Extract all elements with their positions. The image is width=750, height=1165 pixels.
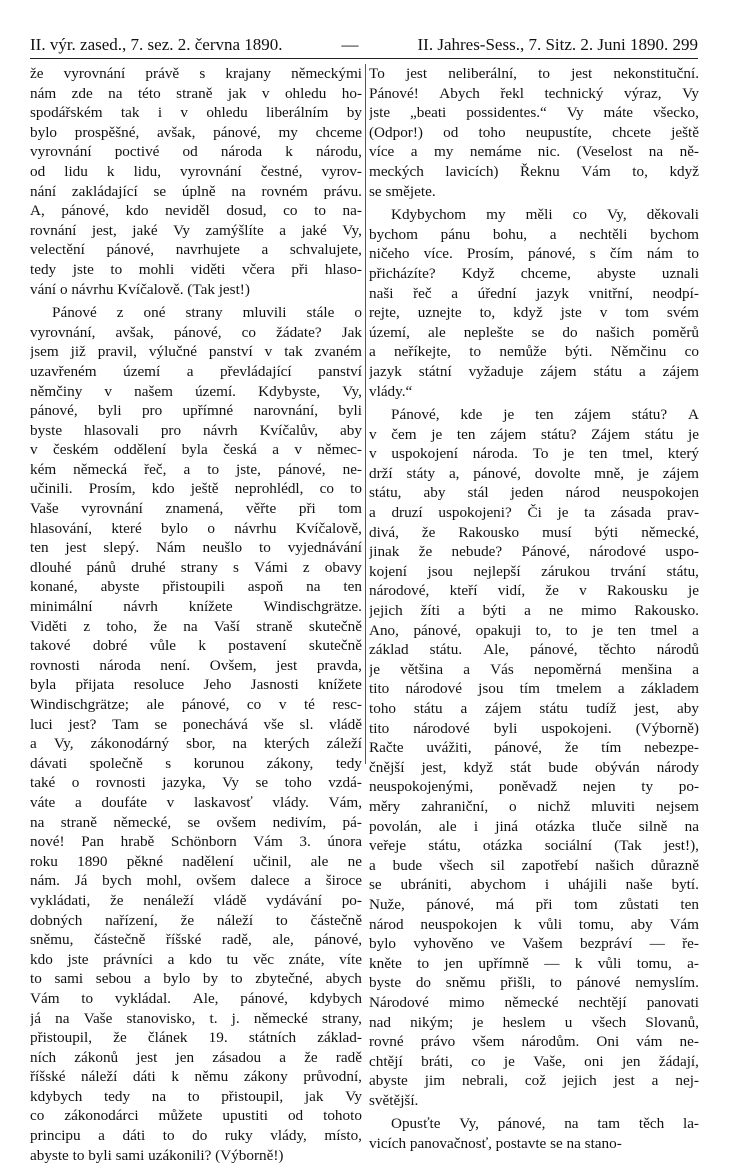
text-line: (Odpor!) od toho neupustíte, chcete ještě [369, 123, 699, 141]
text-line: principu a dáti to do ruky vlády, místo, [30, 1127, 362, 1145]
text-line: neuspokojenými, poněvadž nejen ty po- [369, 778, 699, 796]
text-line: Račte uvážiti, pánové, že tím nebezpe- [369, 739, 699, 757]
text-line: říšské náleží dáti k němu zákony průvodní, [30, 1068, 362, 1086]
text-line: jazyk státní vyžaduje zájem státu a zájem [369, 362, 699, 380]
text-line: divá, že Rakousko musí býti německé, [369, 523, 699, 541]
text-line: abyste to byli sami uzákonili? (Výborně!) [30, 1146, 284, 1164]
text-line: v čem je ten zájem státu? Zájem státu je [369, 425, 699, 443]
text-line: toho státu a zájem státu tudíž jest, aby [369, 700, 699, 717]
text-line: bychom pánu bohu, a nechtěli bychom [369, 225, 699, 243]
text-line: Kdybychom my měli co Vy, děkovali [391, 206, 699, 224]
text-line: světější. [369, 1091, 419, 1109]
text-line: ten jest slepý. Nám neušlo to vyjednávání [30, 539, 362, 557]
text-line: sněmu, částečně říšské radě, ale, pánové, [30, 931, 362, 949]
text-line: Pánové z oné strany mluvili stále o [52, 304, 362, 322]
text-line: nové! Pan hrabě Schönborn Vám 3. února [30, 833, 362, 851]
text-line: hlasování, které bylo o návrhu Kvíčalově, [30, 519, 362, 537]
text-line: takové dobré vůle k postavení skutečně [30, 637, 362, 655]
text-line: také o rovnosti jazyka, Vy se toho vzdá- [30, 774, 362, 792]
text-line: já na Vaše stanovisko, t. j. německé strany, [30, 1009, 362, 1027]
header-czech: II. výr. zased., 7. sez. 2. června 1890. [30, 35, 283, 54]
text-line: rovnání jest, jaké Vy zamýšlíte a jaké Vy, [30, 221, 362, 239]
text-line: přicházíte? Když chceme, abyste uznali [369, 264, 699, 282]
text-line: přistoupil, že článek 19. státních základ- [30, 1029, 362, 1047]
text-line: Opusťte Vy, pánové, na tam těch la- [391, 1115, 699, 1133]
text-line: chtějí bráti, co je Vaše, oni jen žádají, [369, 1052, 699, 1070]
text-line: velectění pánové, navrhujete a schvalujete, [30, 241, 362, 259]
text-line: Ano, pánové, opakuji to, to je ten tmel a [369, 621, 699, 639]
text-line: a druzí uspokojeni? Či je ta zásada prav- [369, 504, 699, 522]
header-german: II. Jahres-Sess., 7. Sitz. 2. Juni 1890. 299 [417, 35, 698, 54]
text-line: byste do sněmu přišli, to pánové nemyslím. [369, 974, 699, 992]
text-line: na straně německé, se ovšem nedivím, pá- [30, 813, 362, 831]
text-line: povolán, ale i jiná otázka tluče silně na [369, 817, 699, 835]
text-line: rovnosti národa není. Ovšem, jest pravda, [30, 656, 362, 674]
text-line: bylo vyhověno ve Vašem bezpráví — ře- [369, 935, 699, 953]
text-line: ničeho více. Prosím, pánové, s čím nám to [369, 245, 699, 263]
text-line: kněte to jen upřímně — k vůli tomu, a- [369, 954, 699, 972]
text-line: měry zahraniční, o nichž mluviti nejsem [369, 797, 699, 815]
text-line: abyste jim nebrali, což jejich jest a nej- [369, 1072, 699, 1090]
text-line: dobných nařízení, že náleží to částečně [30, 911, 362, 929]
column-divider [365, 64, 366, 764]
text-line: jsem již pravil, výlučné panství v tak zvaném [30, 343, 362, 361]
text-line: a Vy, zákonodárný sbor, na kterých záleží [30, 735, 362, 753]
text-line: národové, kteří vidí, že v Rakousku je [369, 582, 699, 600]
text-line: národ neuspokojen k vůli tomu, aby Vám [369, 915, 699, 933]
text-line: více a my nemáme nic. (Veselost na ně- [369, 143, 699, 161]
text-line: vicích panovačnosť, postavte se na stano- [369, 1135, 622, 1153]
text-line: nání zakládající se úplně na rovném právu. [30, 182, 362, 200]
text-line: luci jest? Tam se ponechává vše sl. vládě [30, 715, 362, 733]
text-line: Windischgrätze; ale pánové, co v té resc- [30, 696, 362, 713]
text-line: Nuže, pánové, má při tom zůstati ten [369, 895, 699, 913]
text-line: co zákonodárci můžete upustiti od tohoto [30, 1107, 362, 1125]
text-line: a bude všech sil zapotřebí našich důrazně [369, 856, 699, 874]
text-line: dávati společně s korunou zákony, tedy [30, 754, 362, 772]
text-line: to sami sebou a bylo by to zbytečné, abych [30, 970, 362, 988]
text-line: Národové mimo německé nechtějí panovati [369, 993, 699, 1011]
text-line: území, ale neplešte se do našich poměrů [369, 323, 699, 341]
text-line: kém německá řeč, a to jste, pánové, ne- [30, 460, 362, 478]
left-column [30, 64, 362, 1165]
text-line: naši řeč a úřední jazyk vnitřní, neodpí- [369, 284, 699, 302]
text-line: Viděti z toho, že na Vaší straně skutečně [30, 617, 362, 635]
text-line: bylo prospěšné, avšak, pánové, my chceme [30, 123, 362, 141]
text-line: vlády.“ [369, 382, 413, 400]
text-line: minimální návrh knížete Windischgrätze. [30, 598, 362, 616]
text-line: vání o návrhu Kvíčalově. (Tak jest!) [30, 280, 250, 298]
text-line: rovné právo všem národům. Oni vám ne- [369, 1033, 699, 1051]
text-line: nad nikým; je heslem u všech Slovanů, [369, 1013, 699, 1031]
text-line: nám zde na této straně jak v ohledu ho- [30, 84, 362, 102]
text-line: němčiny v našem území. Kdybyste, Vy, [30, 382, 362, 400]
text-line: nám. Já bych mohl, ovšem dalece a široce [30, 872, 362, 890]
text-line: vykládati, že nenáleží vládě vydávání po- [30, 891, 362, 909]
text-line: Vaše vyrovnání znamená, věřte při tom [30, 500, 362, 518]
header-dash: — [341, 35, 359, 54]
text-line: Vám to vykládal. Ale, pánové, kdybych [30, 989, 362, 1007]
text-line: byla přijata resoluce Jeho Jasnosti knížete [30, 676, 362, 694]
text-line: váte a doufáte v laskavosť vlády. Vám, [30, 793, 362, 811]
text-line: byste hlasovali pro návrh Kvíčalův, aby [30, 421, 362, 439]
text-line: tito národové jsou tím tmelem a základem [369, 680, 699, 698]
text-line: jejich žíti a býti a ne mimo Rakousko. [369, 602, 699, 620]
text-line: se ubrániti, abychom i uhájili naše bytí. [369, 876, 699, 894]
text-line: od lidu k lidu, vyrovnání čestné, vyrov- [30, 162, 362, 180]
text-line: vyrovnání, avšak, pánové, co žádate? Jak [30, 323, 362, 341]
text-line: rejte, uznejte to, když jste v tom svém [369, 304, 699, 322]
text-line: jinak že nebude? Pánové, národové uspo- [369, 543, 699, 561]
text-line: v českém oddělení byla česká a v němec- [30, 441, 362, 459]
text-line: To jest neliberální, to jest nekonstituční. [369, 65, 699, 82]
text-line: čnější jest, když stát bude obýván národy [369, 758, 699, 776]
text-line: Pánové! Abych řekl technický výraz, Vy [369, 84, 699, 102]
text-line: v uspokojení národa. To je ten tmel, který [369, 445, 699, 463]
text-line: kdybych tedy na to přistoupil, jak Vy [30, 1087, 362, 1105]
text-line: uzavřeném území a převládající panství [30, 362, 362, 380]
text-line: tito národové byli uspokojeni. (Výborně) [369, 719, 699, 737]
text-line: je většina a Vás nepoměrná menšina a [369, 660, 699, 678]
text-line: státu, aby stál jeden národ neuspokojen [369, 484, 699, 502]
text-line: spodářském tak i v ohledu liberálním by [30, 104, 362, 122]
text-line: drží státy a, pánové, dovolte mně, je zájem [369, 464, 699, 482]
text-line: jste „beati possidentes.“ Vy máte všecko, [369, 104, 699, 122]
text-line: se smějete. [369, 182, 436, 200]
text-line: meckých lavicích) Řeknu Vám to, když [369, 162, 699, 180]
right-column [369, 64, 699, 1154]
text-line: roku 1890 pěkné nadělení učinil, ale ne [30, 852, 362, 870]
text-line: A, pánové, kdo neviděl dosud, co to na- [30, 202, 362, 220]
page-header [30, 28, 698, 56]
text-line: a neříkejte, to nemůže býti. Němčinu co [369, 343, 699, 361]
text-line: že vyrovnání právě s krajany německými [30, 65, 362, 82]
text-line: učinili. Prosím, kdo ještě neprohlédl, co to [30, 480, 362, 498]
text-line: tedy jste to mohli viděti včera při hlaso- [30, 260, 362, 278]
text-line: pánové, byli pro upřímné narovnání, byli [30, 402, 362, 420]
header-rule [30, 58, 698, 59]
text-line: vyrovnání poctivé od národa k národu, [30, 143, 362, 161]
text-line: Pánové, kde je ten zájem státu? A [391, 406, 699, 424]
text-line: dlouhé pánů druhé strany s Vámi z obavy [30, 558, 362, 576]
text-line: veřeje státu, otázka sociální (Tak jest!), [369, 837, 699, 855]
text-line: ních zákonů jest jen zásadou a že radě [30, 1048, 362, 1066]
text-line: kdo jste právníci a kdo tu věc znáte, víte [30, 950, 362, 968]
text-line: kojení jsou nejlepší zárukou trvání státu, [369, 562, 699, 580]
text-line: konané, abyste přistoupili aspoň na ten [30, 578, 362, 596]
text-line: základ státu. Ale, pánové, těchto národů [369, 641, 699, 659]
